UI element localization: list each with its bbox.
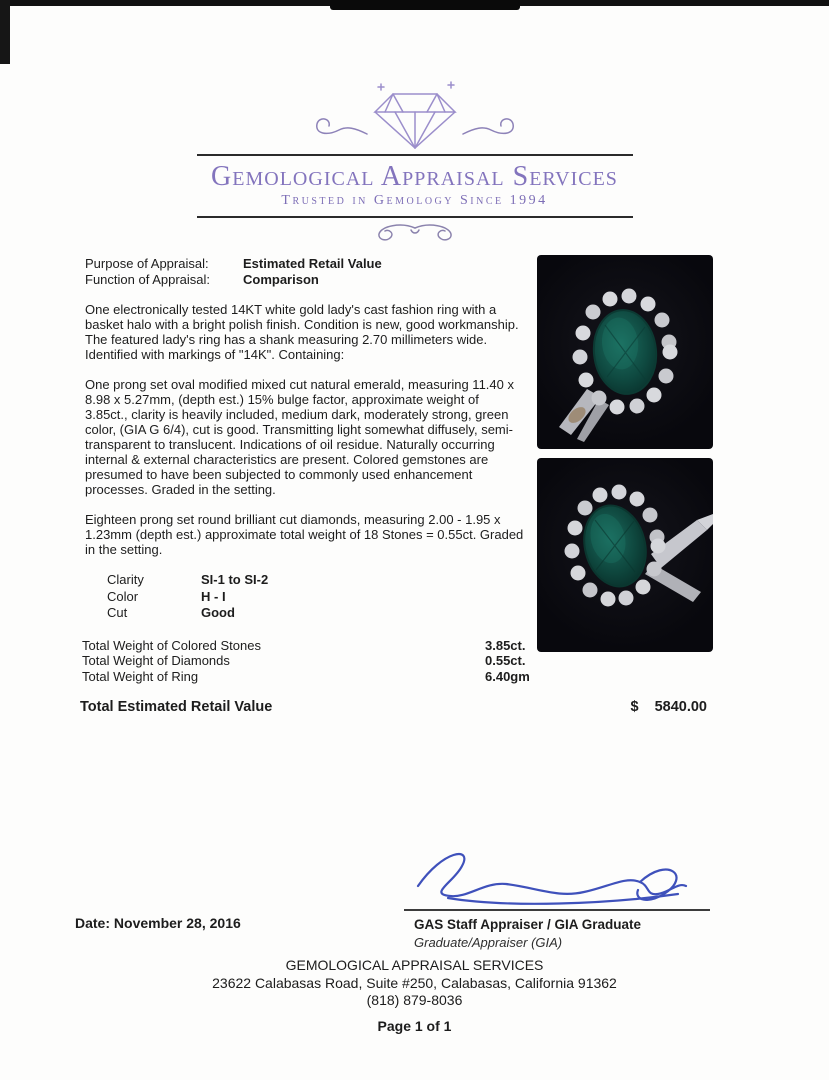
ring-weight-label: Total Weight of Ring <box>82 668 199 684</box>
ring-photo-side-view <box>537 458 713 652</box>
weights-summary-table <box>82 638 562 685</box>
diamond-grades-table <box>85 572 525 622</box>
signature-block <box>388 842 723 950</box>
cut-value: Good <box>201 605 235 620</box>
total-row-diamonds <box>82 653 562 669</box>
total-row-ring <box>82 669 562 685</box>
diamonds-weight-value: 0.55ct. <box>485 653 526 668</box>
ring-top-view-illustration <box>537 255 713 449</box>
ring-photo-top-view <box>537 255 713 449</box>
appraisal-date <box>75 915 241 931</box>
function-label: Function of Appraisal: <box>85 271 211 287</box>
footer-address: 23622 Calabasas Road, Suite #250, Calabasas, California 91362 <box>212 974 617 991</box>
page-number: Page 1 of 1 <box>377 1017 452 1034</box>
scroll-ornament-icon <box>345 220 485 246</box>
signature-scribble <box>388 842 708 912</box>
brand-name: Gemological Appraisal Services <box>211 161 618 192</box>
total-retail-value-row <box>80 700 707 715</box>
diamonds-weight-label: Total Weight of Diamonds <box>82 653 230 668</box>
purpose-row <box>85 256 525 272</box>
colored-stones-value: 3.85ct. <box>485 637 526 653</box>
brand-tagline: Trusted in Gemology Since 1994 <box>281 193 548 208</box>
brand-rules <box>197 154 633 218</box>
footer-company: GEMOLOGICAL APPRAISAL SERVICES <box>285 957 544 973</box>
ring-side-view-illustration <box>537 458 713 652</box>
date-value: November 28, 2016 <box>113 915 241 931</box>
company-logo-block <box>197 76 633 246</box>
purpose-label: Purpose of Appraisal: <box>85 256 209 271</box>
grade-row-cut <box>85 605 525 622</box>
cut-label: Cut <box>107 605 128 620</box>
retail-amount: 5840.00 <box>654 699 707 715</box>
ring-weight-value: 6.40gm <box>485 668 530 684</box>
grade-row-clarity <box>85 572 525 589</box>
currency-symbol: $ <box>630 699 639 715</box>
scan-artifact-left-edge <box>0 0 10 64</box>
clarity-value: SI-1 to SI-2 <box>201 572 269 587</box>
total-row-colored-stones <box>82 638 562 654</box>
footer-phone: (818) 879-8036 <box>366 992 463 1008</box>
color-label: Color <box>107 588 139 604</box>
purpose-value: Estimated Retail Value <box>243 256 382 271</box>
appraisal-body <box>80 256 707 715</box>
diamond-logo-icon <box>255 76 575 152</box>
retail-amount-group <box>631 700 708 715</box>
clarity-label: Clarity <box>107 572 144 587</box>
description-paragraph-emerald: One prong set oval modified mixed cut natural emerald, measuring 11.40 x 8.98 x 5.27mm, (depth est.) 15% bulge factor, approximate weight of 3.85ct., clarity is heavily included, medium dark, moderately strong, green color, (GIA G 6/4), cut is good. Transmitting light somewhat diffusely, semi-transparent to translucent. Indications of oil residue. Naturally occurring internal & external characteristics are present. Colored gemstones are presumed to have been subjected to commonly used enhancement processes. Graded in the setting. <box>85 377 514 497</box>
date-label: Date: <box>75 915 111 931</box>
grade-row-color <box>85 589 525 606</box>
ring-photos-column <box>537 255 713 661</box>
appraiser-name-line: GAS Staff Appraiser / GIA Graduate <box>414 917 642 932</box>
retail-value-label: Total Estimated Retail Value <box>80 699 273 715</box>
description-paragraph-ring: One electronically tested 14KT white gold lady's cast fashion ring with a basket halo with a bright polish finish. Condition is new, good workmanship. The featured lady's ring has a shank measuring 2.70 millimeters wide. Identified with markings of "14K". Containing: <box>85 302 519 362</box>
footer-block <box>0 957 829 1035</box>
function-row <box>85 272 525 288</box>
color-value: H - I <box>201 588 226 604</box>
appraiser-title-line: Graduate/Appraiser (GIA) <box>414 935 563 950</box>
function-value: Comparison <box>243 271 319 287</box>
colored-stones-label: Total Weight of Colored Stones <box>82 637 261 653</box>
description-paragraph-diamonds: Eighteen prong set round brilliant cut diamonds, measuring 2.00 - 1.95 x 1.23mm (depth est.) approximate total weight of 18 Stones = 0.55ct. Graded in the setting. <box>85 512 524 557</box>
scan-artifact-top-mark <box>330 0 520 10</box>
